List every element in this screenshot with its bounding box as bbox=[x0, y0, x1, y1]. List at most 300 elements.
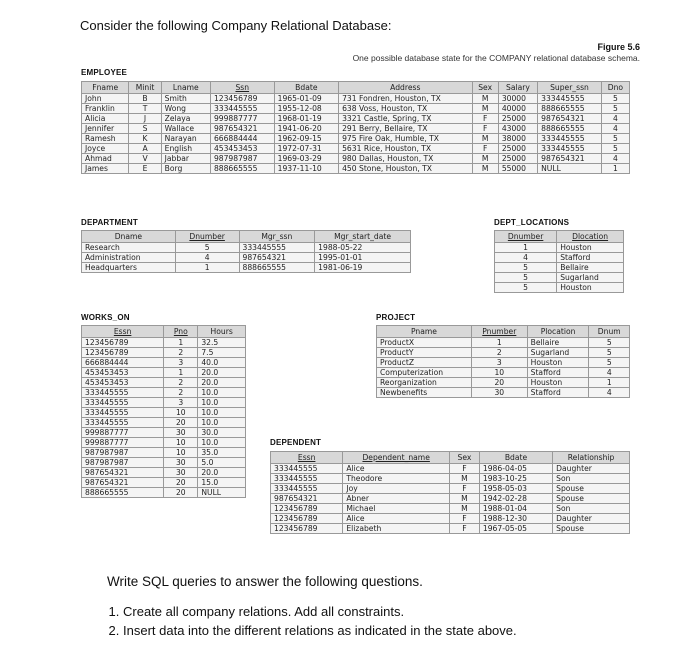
table-cell: 888665555 bbox=[239, 263, 315, 273]
table-cell: James bbox=[82, 164, 129, 174]
table-cell: 333445555 bbox=[538, 144, 602, 154]
table-cell: 15.0 bbox=[198, 478, 246, 488]
table-cell: F bbox=[472, 124, 498, 134]
project-column-header: Pname bbox=[377, 326, 472, 338]
table-cell: 25000 bbox=[498, 154, 537, 164]
table-cell: Alicia bbox=[82, 114, 129, 124]
table-cell: 333445555 bbox=[82, 418, 164, 428]
table-cell: 1958-05-03 bbox=[479, 484, 552, 494]
table-row bbox=[82, 428, 246, 438]
table-cell: Jabbar bbox=[161, 154, 210, 164]
table-cell: 1972-07-31 bbox=[274, 144, 338, 154]
table-cell: 30 bbox=[164, 458, 198, 468]
table-cell: 888665555 bbox=[210, 164, 274, 174]
table-cell: 5 bbox=[589, 338, 630, 348]
table-cell: Stafford bbox=[527, 388, 589, 398]
table-cell: M bbox=[472, 134, 498, 144]
table-row bbox=[377, 378, 630, 388]
table-cell: Computerization bbox=[377, 368, 472, 378]
question-list bbox=[105, 604, 517, 642]
table-cell: 10.0 bbox=[198, 388, 246, 398]
department-column-header: Mgr_ssn bbox=[239, 231, 315, 243]
table-cell: Theodore bbox=[343, 474, 450, 484]
table-cell: 1941-06-20 bbox=[274, 124, 338, 134]
table-cell: 5 bbox=[495, 283, 557, 293]
department-header-row bbox=[82, 231, 411, 243]
table-cell: 987654321 bbox=[271, 494, 343, 504]
table-row bbox=[82, 338, 246, 348]
table-cell: M bbox=[450, 494, 480, 504]
question-item-2: 2. Insert data into the different relations as indicated in the state above. bbox=[123, 623, 517, 638]
table-cell: NULL bbox=[538, 164, 602, 174]
employee-column-header: Salary bbox=[498, 82, 537, 94]
table-cell: 888665555 bbox=[538, 104, 602, 114]
table-cell: F bbox=[450, 514, 480, 524]
table-cell: 5 bbox=[589, 358, 630, 368]
table-cell: A bbox=[129, 144, 161, 154]
table-row bbox=[82, 368, 246, 378]
project-header-row bbox=[377, 326, 630, 338]
table-cell: 333445555 bbox=[538, 94, 602, 104]
table-cell: 1937-11-10 bbox=[274, 164, 338, 174]
table-cell: 999887777 bbox=[210, 114, 274, 124]
table-cell: Ramesh bbox=[82, 134, 129, 144]
table-cell: 2 bbox=[471, 348, 527, 358]
dependent-column-header: Bdate bbox=[479, 452, 552, 464]
table-cell: 123456789 bbox=[271, 504, 343, 514]
table-cell: Daughter bbox=[553, 464, 630, 474]
table-cell: Stafford bbox=[557, 253, 624, 263]
table-cell: E bbox=[129, 164, 161, 174]
table-cell: 999887777 bbox=[82, 438, 164, 448]
table-cell: 25000 bbox=[498, 144, 537, 154]
table-cell: 291 Berry, Bellaire, TX bbox=[339, 124, 472, 134]
table-cell: T bbox=[129, 104, 161, 114]
table-cell: 333445555 bbox=[82, 398, 164, 408]
table-cell: 333445555 bbox=[271, 464, 343, 474]
table-cell: 20.0 bbox=[198, 468, 246, 478]
table-cell: Wallace bbox=[161, 124, 210, 134]
table-cell: F bbox=[472, 144, 498, 154]
table-row bbox=[495, 263, 624, 273]
table-row bbox=[82, 468, 246, 478]
table-row bbox=[82, 114, 630, 124]
table-row bbox=[82, 104, 630, 114]
table-cell: 20 bbox=[164, 478, 198, 488]
table-row bbox=[82, 378, 246, 388]
table-cell: 40.0 bbox=[198, 358, 246, 368]
dept-locations-title: DEPT_LOCATIONS bbox=[494, 218, 570, 227]
table-cell: 453453453 bbox=[82, 378, 164, 388]
table-cell: 5 bbox=[601, 134, 629, 144]
table-cell: 1965-01-09 bbox=[274, 94, 338, 104]
works_on-header-row bbox=[82, 326, 246, 338]
table-cell: 3 bbox=[471, 358, 527, 368]
table-cell: Franklin bbox=[82, 104, 129, 114]
table-cell: Elizabeth bbox=[343, 524, 450, 534]
table-cell: 1981-06-19 bbox=[315, 263, 411, 273]
table-cell: Bellaire bbox=[557, 263, 624, 273]
table-row bbox=[82, 134, 630, 144]
project-title: PROJECT bbox=[376, 313, 416, 322]
table-cell: Joy bbox=[343, 484, 450, 494]
table-cell: Narayan bbox=[161, 134, 210, 144]
table-row bbox=[495, 283, 624, 293]
works-on-table bbox=[81, 325, 246, 498]
table-cell: 30 bbox=[471, 388, 527, 398]
dependent-header-row bbox=[271, 452, 630, 464]
table-cell: 1 bbox=[164, 368, 198, 378]
table-cell: 999887777 bbox=[82, 428, 164, 438]
table-cell: 450 Stone, Houston, TX bbox=[339, 164, 472, 174]
table-cell: 2 bbox=[164, 388, 198, 398]
department-column-header: Dnumber bbox=[175, 231, 239, 243]
table-cell: 10.0 bbox=[198, 438, 246, 448]
table-cell: Wong bbox=[161, 104, 210, 114]
table-cell: M bbox=[472, 164, 498, 174]
table-row bbox=[82, 438, 246, 448]
table-cell: 1988-05-22 bbox=[315, 243, 411, 253]
table-cell: K bbox=[129, 134, 161, 144]
table-row bbox=[495, 273, 624, 283]
table-cell: 666884444 bbox=[82, 358, 164, 368]
table-cell: 5 bbox=[495, 273, 557, 283]
employee-column-header: Address bbox=[339, 82, 472, 94]
table-row bbox=[271, 524, 630, 534]
project-column-header: Plocation bbox=[527, 326, 589, 338]
table-cell: 333445555 bbox=[538, 134, 602, 144]
table-cell: Reorganization bbox=[377, 378, 472, 388]
table-cell: 123456789 bbox=[271, 524, 343, 534]
table-cell: 30000 bbox=[498, 94, 537, 104]
table-row bbox=[377, 358, 630, 368]
table-cell: 30 bbox=[164, 428, 198, 438]
table-row bbox=[82, 408, 246, 418]
table-cell: 1 bbox=[471, 338, 527, 348]
table-cell: S bbox=[129, 124, 161, 134]
table-cell: 4 bbox=[601, 114, 629, 124]
table-row bbox=[271, 464, 630, 474]
table-cell: 123456789 bbox=[271, 514, 343, 524]
table-cell: 1942-02-28 bbox=[479, 494, 552, 504]
table-cell: 20.0 bbox=[198, 378, 246, 388]
table-row bbox=[82, 124, 630, 134]
table-cell: 30.0 bbox=[198, 428, 246, 438]
table-cell: 987654321 bbox=[82, 468, 164, 478]
table-cell: ProductZ bbox=[377, 358, 472, 368]
dependent-column-header: Sex bbox=[450, 452, 480, 464]
table-cell: 10.0 bbox=[198, 398, 246, 408]
table-cell: Sugarland bbox=[527, 348, 589, 358]
table-cell: 43000 bbox=[498, 124, 537, 134]
table-cell: 2 bbox=[164, 348, 198, 358]
department-table bbox=[81, 230, 411, 273]
table-cell: Houston bbox=[557, 283, 624, 293]
table-cell: 333445555 bbox=[271, 474, 343, 484]
table-row bbox=[82, 398, 246, 408]
table-cell: 55000 bbox=[498, 164, 537, 174]
department-column-header: Mgr_start_date bbox=[315, 231, 411, 243]
table-cell: 5 bbox=[175, 243, 239, 253]
table-cell: 1 bbox=[601, 164, 629, 174]
table-cell: 30 bbox=[164, 468, 198, 478]
table-cell: 987654321 bbox=[538, 114, 602, 124]
table-cell: F bbox=[450, 464, 480, 474]
table-row bbox=[82, 348, 246, 358]
table-cell: 5 bbox=[601, 144, 629, 154]
table-cell: Zelaya bbox=[161, 114, 210, 124]
table-cell: 987987987 bbox=[82, 448, 164, 458]
table-cell: 4 bbox=[175, 253, 239, 263]
dependent-table bbox=[270, 451, 630, 534]
figure-caption: One possible database state for the COMPANY relational database schema. bbox=[352, 53, 640, 63]
table-cell: 980 Dallas, Houston, TX bbox=[339, 154, 472, 164]
table-cell: M bbox=[450, 504, 480, 514]
table-row bbox=[377, 348, 630, 358]
table-row bbox=[82, 94, 630, 104]
project-column-header: Dnum bbox=[589, 326, 630, 338]
table-cell: M bbox=[472, 104, 498, 114]
table-cell: F bbox=[472, 114, 498, 124]
dependent-column-header: Dependent_name bbox=[343, 452, 450, 464]
table-cell: 1968-01-19 bbox=[274, 114, 338, 124]
table-cell: M bbox=[450, 474, 480, 484]
works_on-column-header: Essn bbox=[82, 326, 164, 338]
table-row bbox=[377, 338, 630, 348]
table-cell: 40000 bbox=[498, 104, 537, 114]
table-cell: NULL bbox=[198, 488, 246, 498]
table-cell: 10 bbox=[164, 438, 198, 448]
table-cell: Research bbox=[82, 243, 176, 253]
table-cell: 888665555 bbox=[538, 124, 602, 134]
employee-column-header: Bdate bbox=[274, 82, 338, 94]
table-cell: 123456789 bbox=[82, 348, 164, 358]
table-cell: 1 bbox=[175, 263, 239, 273]
table-cell: Sugarland bbox=[557, 273, 624, 283]
table-row bbox=[82, 488, 246, 498]
table-cell: M bbox=[472, 154, 498, 164]
table-cell: 10.0 bbox=[198, 408, 246, 418]
table-cell: 1 bbox=[495, 243, 557, 253]
table-cell: 1967-05-05 bbox=[479, 524, 552, 534]
table-cell: Michael bbox=[343, 504, 450, 514]
table-cell: 2 bbox=[164, 378, 198, 388]
table-cell: 1988-12-30 bbox=[479, 514, 552, 524]
employee-column-header: Minit bbox=[129, 82, 161, 94]
table-cell: 123456789 bbox=[210, 94, 274, 104]
table-cell: 20.0 bbox=[198, 368, 246, 378]
table-row bbox=[82, 253, 411, 263]
table-row bbox=[82, 164, 630, 174]
table-cell: 4 bbox=[589, 368, 630, 378]
table-cell: 333445555 bbox=[271, 484, 343, 494]
table-cell: 1955-12-08 bbox=[274, 104, 338, 114]
table-cell: Alice bbox=[343, 514, 450, 524]
employee-column-header: Dno bbox=[601, 82, 629, 94]
table-cell: 1962-09-15 bbox=[274, 134, 338, 144]
table-cell: 333445555 bbox=[210, 104, 274, 114]
dept_locations-header-row bbox=[495, 231, 624, 243]
table-cell: 5 bbox=[495, 263, 557, 273]
table-cell: 5 bbox=[601, 104, 629, 114]
works_on-column-header: Hours bbox=[198, 326, 246, 338]
employee-column-header: Fname bbox=[82, 82, 129, 94]
table-cell: M bbox=[472, 94, 498, 104]
table-row bbox=[495, 243, 624, 253]
table-cell: 4 bbox=[589, 388, 630, 398]
table-row bbox=[82, 358, 246, 368]
table-cell: 3 bbox=[164, 398, 198, 408]
table-cell: 453453453 bbox=[82, 368, 164, 378]
question-prompt: Write SQL queries to answer the following questions. bbox=[107, 574, 423, 589]
table-cell: 731 Fondren, Houston, TX bbox=[339, 94, 472, 104]
table-cell: Alice bbox=[343, 464, 450, 474]
table-row bbox=[82, 243, 411, 253]
dept_locations-column-header: Dnumber bbox=[495, 231, 557, 243]
table-cell: 987654321 bbox=[82, 478, 164, 488]
table-cell: 20 bbox=[164, 488, 198, 498]
table-cell: 32.5 bbox=[198, 338, 246, 348]
table-cell: 123456789 bbox=[82, 338, 164, 348]
table-cell: 333445555 bbox=[82, 388, 164, 398]
table-cell: John bbox=[82, 94, 129, 104]
employee-column-header: Ssn bbox=[210, 82, 274, 94]
table-cell: Stafford bbox=[527, 368, 589, 378]
table-row bbox=[271, 474, 630, 484]
table-row bbox=[377, 368, 630, 378]
table-cell: Son bbox=[553, 474, 630, 484]
dept_locations-column-header: Dlocation bbox=[557, 231, 624, 243]
table-cell: Houston bbox=[527, 378, 589, 388]
dependent-title: DEPENDENT bbox=[270, 438, 322, 447]
table-cell: 1 bbox=[589, 378, 630, 388]
table-cell: Administration bbox=[82, 253, 176, 263]
table-cell: English bbox=[161, 144, 210, 154]
intro-text: Consider the following Company Relational Database: bbox=[80, 18, 392, 33]
works_on-column-header: Pno bbox=[164, 326, 198, 338]
table-cell: 987654321 bbox=[538, 154, 602, 164]
table-cell: Son bbox=[553, 504, 630, 514]
table-row bbox=[377, 388, 630, 398]
table-row bbox=[82, 388, 246, 398]
table-cell: F bbox=[450, 484, 480, 494]
table-cell: 5631 Rice, Houston, TX bbox=[339, 144, 472, 154]
table-row bbox=[82, 263, 411, 273]
table-cell: Jennifer bbox=[82, 124, 129, 134]
table-cell: B bbox=[129, 94, 161, 104]
employee-column-header: Sex bbox=[472, 82, 498, 94]
table-cell: 453453453 bbox=[210, 144, 274, 154]
table-cell: Borg bbox=[161, 164, 210, 174]
table-cell: 7.5 bbox=[198, 348, 246, 358]
table-cell: Bellaire bbox=[527, 338, 589, 348]
table-cell: 987987987 bbox=[210, 154, 274, 164]
table-cell: 25000 bbox=[498, 114, 537, 124]
department-title: DEPARTMENT bbox=[81, 218, 138, 227]
employee-table bbox=[81, 81, 630, 174]
table-cell: 10 bbox=[164, 408, 198, 418]
employee-column-header: Lname bbox=[161, 82, 210, 94]
dept-locations-table bbox=[494, 230, 624, 293]
table-cell: Houston bbox=[557, 243, 624, 253]
table-cell: Headquarters bbox=[82, 263, 176, 273]
table-cell: Spouse bbox=[553, 494, 630, 504]
table-cell: 1988-01-04 bbox=[479, 504, 552, 514]
table-cell: 4 bbox=[495, 253, 557, 263]
dependent-column-header: Essn bbox=[271, 452, 343, 464]
table-row bbox=[82, 448, 246, 458]
table-cell: Spouse bbox=[553, 484, 630, 494]
table-cell: 1969-03-29 bbox=[274, 154, 338, 164]
table-row bbox=[271, 514, 630, 524]
table-cell: Ahmad bbox=[82, 154, 129, 164]
table-cell: 10 bbox=[471, 368, 527, 378]
employee-header-row bbox=[82, 82, 630, 94]
table-cell: 1 bbox=[164, 338, 198, 348]
figure-label: Figure 5.6 bbox=[597, 42, 640, 52]
table-cell: Joyce bbox=[82, 144, 129, 154]
table-cell: Abner bbox=[343, 494, 450, 504]
table-cell: 20 bbox=[471, 378, 527, 388]
table-row bbox=[495, 253, 624, 263]
table-cell: 4 bbox=[601, 154, 629, 164]
table-cell: 5 bbox=[601, 94, 629, 104]
table-cell: Smith bbox=[161, 94, 210, 104]
table-cell: 333445555 bbox=[82, 408, 164, 418]
department-column-header: Dname bbox=[82, 231, 176, 243]
table-cell: 1995-01-01 bbox=[315, 253, 411, 263]
table-row bbox=[82, 154, 630, 164]
table-cell: 333445555 bbox=[239, 243, 315, 253]
table-cell: ProductX bbox=[377, 338, 472, 348]
table-cell: Newbenefits bbox=[377, 388, 472, 398]
table-cell: 987654321 bbox=[210, 124, 274, 134]
table-row bbox=[271, 494, 630, 504]
employee-title: EMPLOYEE bbox=[81, 68, 128, 77]
table-cell: 5 bbox=[589, 348, 630, 358]
table-cell: 1983-10-25 bbox=[479, 474, 552, 484]
table-cell: J bbox=[129, 114, 161, 124]
table-row bbox=[271, 504, 630, 514]
project-column-header: Pnumber bbox=[471, 326, 527, 338]
table-cell: Spouse bbox=[553, 524, 630, 534]
table-cell: 1986-04-05 bbox=[479, 464, 552, 474]
table-cell: 987987987 bbox=[82, 458, 164, 468]
table-cell: 3 bbox=[164, 358, 198, 368]
table-row bbox=[82, 418, 246, 428]
table-cell: ProductY bbox=[377, 348, 472, 358]
table-cell: 975 Fire Oak, Humble, TX bbox=[339, 134, 472, 144]
table-row bbox=[82, 458, 246, 468]
table-cell: 10.0 bbox=[198, 418, 246, 428]
table-cell: V bbox=[129, 154, 161, 164]
table-cell: 888665555 bbox=[82, 488, 164, 498]
table-cell: F bbox=[450, 524, 480, 534]
employee-column-header: Super_ssn bbox=[538, 82, 602, 94]
table-cell: Houston bbox=[527, 358, 589, 368]
project-table bbox=[376, 325, 630, 398]
table-cell: 666884444 bbox=[210, 134, 274, 144]
table-row bbox=[82, 144, 630, 154]
table-cell: Daughter bbox=[553, 514, 630, 524]
table-cell: 3321 Castle, Spring, TX bbox=[339, 114, 472, 124]
table-cell: 5.0 bbox=[198, 458, 246, 468]
table-cell: 638 Voss, Houston, TX bbox=[339, 104, 472, 114]
table-cell: 20 bbox=[164, 418, 198, 428]
dependent-column-header: Relationship bbox=[553, 452, 630, 464]
question-item-1: 1. Create all company relations. Add all constraints. bbox=[123, 604, 517, 619]
table-cell: 35.0 bbox=[198, 448, 246, 458]
